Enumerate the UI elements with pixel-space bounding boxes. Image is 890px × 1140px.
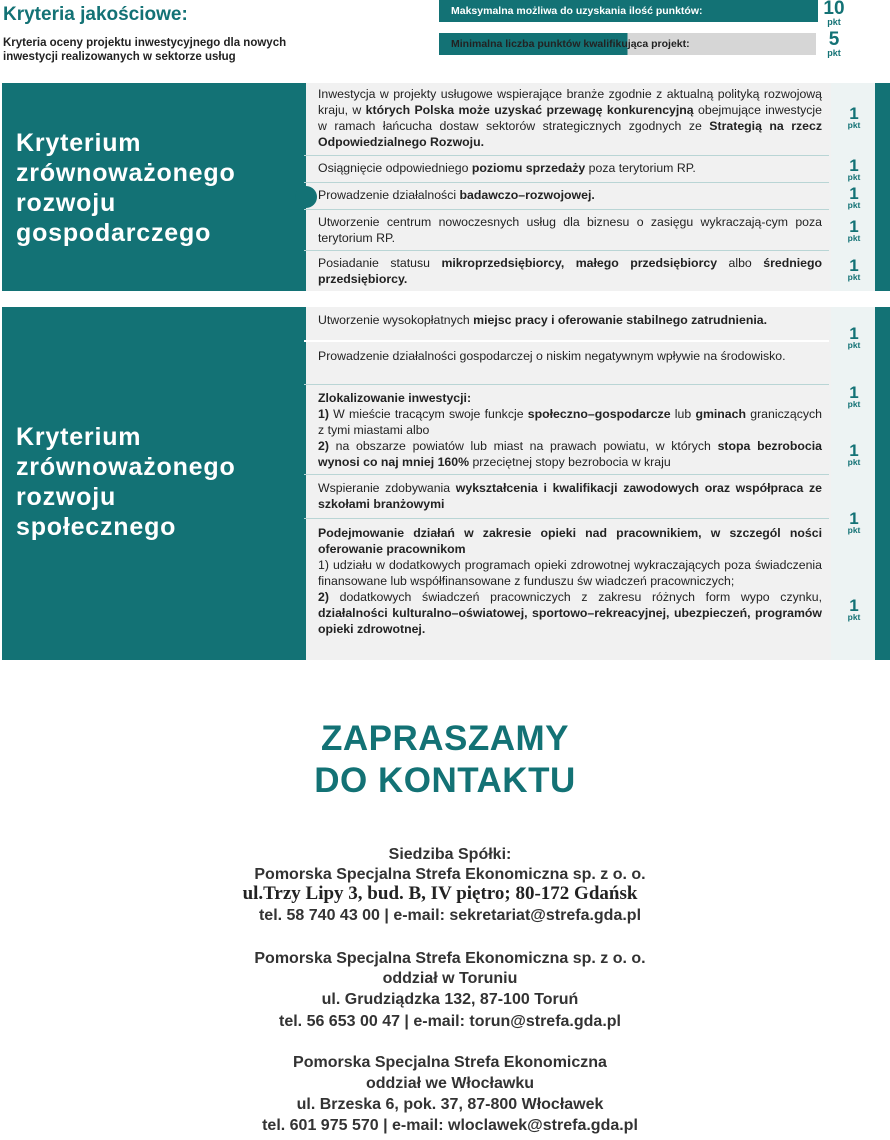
max-points (820, 0, 848, 27)
hq-name: Pomorska Specjalna Strefa Ekonomiczna sp. z o. o. (254, 866, 646, 883)
min-points-unit: pkt (827, 48, 841, 58)
min-points-label: Minimalna liczba punktów kwalifikująca projekt: (451, 38, 690, 50)
torun-name: Pomorska Specjalna Strefa Ekonomiczna sp. z o. o. (254, 950, 646, 967)
max-points-bar (439, 0, 818, 22)
min-points-value: 5 (828, 29, 840, 50)
wloclawek-address: ul. Brzeska 6, pok. 37, 87-800 Włocławek (296, 1096, 604, 1113)
max-points-value: 10 (823, 0, 845, 19)
hq-contact: tel. 58 740 43 00 | e-mail: sekretariat@strefa.gda.pl (258, 907, 642, 924)
criterion-item: Prowadzenie działalności badawczo–rozwojowej. (318, 188, 595, 202)
item-points: 1 pkt (847, 324, 861, 350)
item-points: 1 pkt (847, 383, 861, 409)
section-social-edge (875, 307, 890, 660)
torun-address: ul. Grudziądzka 132, 87-100 Toruń (321, 991, 579, 1008)
item-divider (304, 340, 829, 342)
wloclawek-name: Pomorska Specjalna Strefa Ekonomiczna (293, 1054, 607, 1071)
item-points: 1 pkt (847, 509, 861, 535)
hq-address: ul.Trzy Lipy 3, bud. B, IV piętro; 80-172 Gdańsk (242, 883, 638, 904)
criteria-subtitle: Kryteria oceny projektu inwestycyjnego dla nowych inwestycji realizowanych w sektorze usług (3, 37, 287, 63)
item-points: 1 pkt (847, 596, 861, 622)
criterion-item: Prowadzenie działalności gospodarczej o niskim negatywnym wpływie na środowisko. (318, 349, 786, 363)
item-points: 1 pkt (847, 104, 861, 130)
section-social-title: Kryterium zrównoważonego rozwoju społecznego (16, 423, 236, 541)
item-points: 1 pkt (847, 217, 861, 243)
criteria-title: Kryteria jakościowe: (3, 4, 188, 25)
criterion-item: Inwestycja w projekty usługowe wspierające branże zgodnie z aktualną polityką rozwojową kraju, w których Polska może uzyskać przewagę konkurencyjną obejmujące inwestycje w ramach łańcucha dostaw sektorów strategicznych zgodnych ze Strategią na rzecz Odpowiedzialnego Rozwoju. (318, 87, 822, 149)
item-points: 1 pkt (847, 256, 861, 282)
item-divider (304, 209, 829, 210)
criterion-item: Utworzenie wysokopłatnych miejsc pracy i oferowanie stabilnego zatrudnienia. (318, 313, 767, 327)
wloclawek-branch: oddział we Włocławku (365, 1075, 535, 1092)
criterion-item: Posiadanie statusu mikroprzedsiębiorcy, małego przedsiębiorcy albo średniego przedsiębiorcy. (318, 256, 822, 286)
item-divider (304, 250, 829, 251)
section-notch (295, 186, 317, 208)
item-divider (304, 384, 829, 385)
item-divider (304, 518, 829, 519)
criterion-item: Zlokalizowanie inwestycji: 1) W mieście tracącym swoje funkcje społeczno–gospodarcze lub gminach graniczących z tymi miastami albo 2) na obszarze powiatów lub miast na prawach powiatu, w których stopa bezrobocia wynosi co naj mniej 160% przeciętnej stopy bezrobocia w kraju (318, 391, 822, 469)
torun-contact: tel. 56 653 00 47 | e-mail: torun@strefa.gda.pl (279, 1013, 621, 1030)
item-points: 1 pkt (847, 156, 861, 182)
criterion-item: Podejmowanie działań w zakresie opieki nad pracownikiem, w szczegól ności oferowanie pracownikom 1) udziału w dodatkowych programach opieki zdrowotnej wykraczających poza świadczenia finansowane lub współfinansowane z funduszu św wiadczeń pracowniczych; 2) dodatkowych świadczeń pracowniczych z zakresu różnych form wypo czynku, działalności kulturalno–oświatowej, sportowo–rekreacyjnej, ubezpieczeń, programów opieki zdrowotnej. (318, 526, 822, 636)
contact-heading: ZAPRASZAMY DO KONTAKTU (314, 719, 576, 800)
item-divider (304, 474, 829, 475)
item-points: 1 pkt (847, 441, 861, 467)
criterion-item: Osiągnięcie odpowiedniego poziomu sprzedaży poza terytorium RP. (318, 161, 696, 175)
max-points-unit: pkt (827, 17, 841, 27)
item-divider (304, 155, 829, 156)
item-divider (304, 182, 829, 183)
wloclawek-contact: tel. 601 975 570 | e-mail: wloclawek@strefa.gda.pl (262, 1117, 638, 1134)
min-points (820, 31, 848, 58)
torun-branch: oddział w Toruniu (382, 970, 518, 987)
item-points: 1 pkt (847, 184, 861, 210)
criterion-item: Utworzenie centrum nowoczesnych usług dla biznesu o zasięgu wykraczają-cym poza terytorium RP. (318, 215, 822, 245)
hq-label: Siedziba Spółki: (388, 846, 512, 863)
section-economic-title: Kryterium zrównoważonego rozwoju gospodarczego (16, 129, 236, 247)
criterion-item: Wspieranie zdobywania wykształcenia i kwalifikacji zawodowych oraz współpraca ze szkołami branżowymi (318, 481, 822, 511)
min-points-bar (439, 33, 816, 55)
section-economic-edge (875, 83, 890, 291)
max-points-label: Maksymalna możliwa do uzyskania ilość punktów: (451, 5, 703, 17)
